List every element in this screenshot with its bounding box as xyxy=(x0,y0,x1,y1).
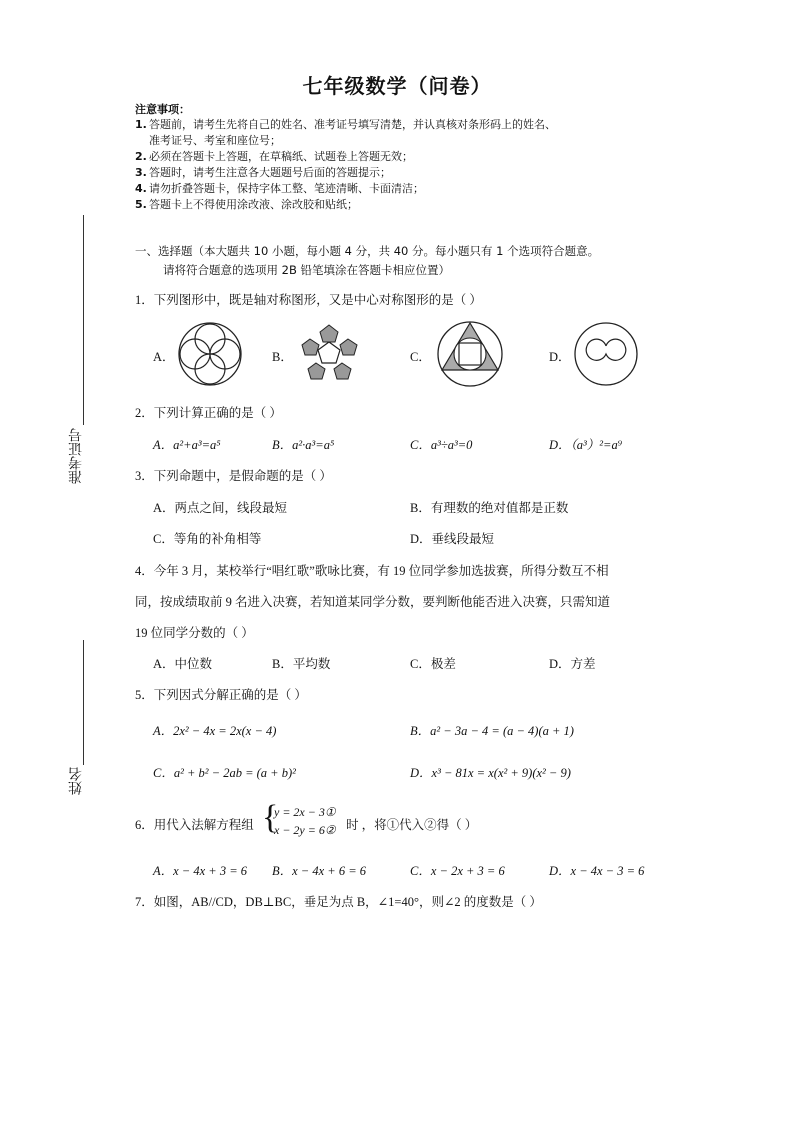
page-title: 七年级数学（问卷） xyxy=(302,74,492,98)
binding-line-mid xyxy=(83,640,84,765)
notice-item-1: 1. 答题前，请考生先将自己的姓名、准考证号填写清楚，并认真核对条形码上的姓名、 xyxy=(135,118,556,131)
q4-option-c: C．极差 xyxy=(410,657,456,671)
q6-option-b: B．x − 4x + 6 = 6 xyxy=(272,864,367,878)
q5-option-b: B．a² − 3a − 4 = (a − 4)(a + 1) xyxy=(410,724,574,738)
notice-heading: 注意事项： xyxy=(135,103,190,116)
question-4-line-1: 4．今年 3 月，某校举行“唱红歌”歌咏比赛，有 19 位同学参加选拔赛，所得分数互不相 xyxy=(135,564,609,578)
question-7-stem: 7．如图，AB//CD，DB⊥BC，垂足为点 B，∠1=40°，则∠2 的度数是（ ） xyxy=(135,895,542,909)
q3-option-a: A．两点之间，线段最短 xyxy=(153,501,288,515)
q1-figure-d-arcs xyxy=(574,322,638,386)
q6-system-brace: { xyxy=(262,799,279,836)
q5-option-d: D．x³ − 81x = x(x² + 9)(x² − 9) xyxy=(410,766,571,780)
q1-figure-b-pentagons xyxy=(296,322,362,386)
name-label: 姓名 xyxy=(68,767,84,795)
question-4-line-3: 19 位同学分数的（ ） xyxy=(135,626,254,640)
q6-option-d: D．x − 4x − 3 = 6 xyxy=(549,864,645,878)
question-1-stem: 1．下列图形中，既是轴对称图形，又是中心对称图形的是（ ） xyxy=(135,293,482,307)
question-4-line-2: 同，按成绩取前 9 名进入决赛，若知道某同学分数，要判断他能否进入决赛，只需知道 xyxy=(135,595,611,609)
notice-item-3: 3. 答题时，请考生注意各大题题号后面的答题提示； xyxy=(135,166,391,179)
q6-equation-1: y = 2x − 3① xyxy=(274,805,336,819)
question-3-stem: 3．下列命题中，是假命题的是（ ） xyxy=(135,469,332,483)
q5-option-a: A．2x² − 4x = 2x(x − 4) xyxy=(153,724,277,738)
q6-option-c: C．x − 2x + 3 = 6 xyxy=(410,864,505,878)
q3-option-c: C．等角的补角相等 xyxy=(153,532,262,546)
q6-equation-2: x − 2y = 6② xyxy=(274,823,336,837)
question-2-stem: 2．下列计算正确的是（ ） xyxy=(135,406,282,420)
q3-option-b: B．有理数的绝对值都是正数 xyxy=(410,501,569,515)
q1-option-d-label: D． xyxy=(549,350,571,364)
question-6-suffix: 时 ，将①代入②得（ ） xyxy=(346,818,478,832)
q2-option-a: A．a²+a³=a⁵ xyxy=(153,438,221,452)
q6-option-a: A．x − 4x + 3 = 6 xyxy=(153,864,248,878)
notice-item-4: 4. 请勿折叠答题卡，保持字体工整、笔迹清晰、卡面清洁； xyxy=(135,182,424,195)
section-1-heading: 一、选择题（本大题共 10 小题，每小题 4 分，共 40 分。每小题只有 1 个选项符合题意。 请将符合题意的选项用 2B 铅笔填涂在答题卡相应位置） xyxy=(135,244,600,277)
notice-item-1-cont: 准考证号、考室和座位号； xyxy=(149,134,281,147)
q1-figure-a-circles xyxy=(178,322,242,386)
q2-option-b: B．a²·a³=a⁵ xyxy=(272,438,335,452)
ticket-number-label: 准考证号 xyxy=(68,428,84,484)
q1-option-a-label: A． xyxy=(153,350,175,364)
q3-option-d: D．垂线段最短 xyxy=(410,532,495,546)
q2-option-d: D．（a³）²=a⁹ xyxy=(549,438,623,452)
question-5-stem: 5．下列因式分解正确的是（ ） xyxy=(135,688,307,702)
notice-item-5: 5. 答题卡上不得使用涂改液、涂改胶和贴纸； xyxy=(135,198,358,211)
notice-item-2: 2. 必须在答题卡上答题，在草稿纸、试题卷上答题无效； xyxy=(135,150,413,163)
binding-line-top xyxy=(83,215,84,425)
q1-option-b-label: B． xyxy=(272,350,293,364)
q4-option-d: D．方差 xyxy=(549,657,596,671)
q5-option-c: C．a² + b² − 2ab = (a + b)² xyxy=(153,766,296,780)
q2-option-c: C．a³÷a³=0 xyxy=(410,438,473,452)
question-6-prefix: 6．用代入法解方程组 xyxy=(135,818,254,832)
q4-option-b: B．平均数 xyxy=(272,657,331,671)
q4-option-a: A．中位数 xyxy=(153,657,213,671)
q1-option-c-label: C． xyxy=(410,350,431,364)
q1-figure-c-triangle-square xyxy=(436,321,504,387)
